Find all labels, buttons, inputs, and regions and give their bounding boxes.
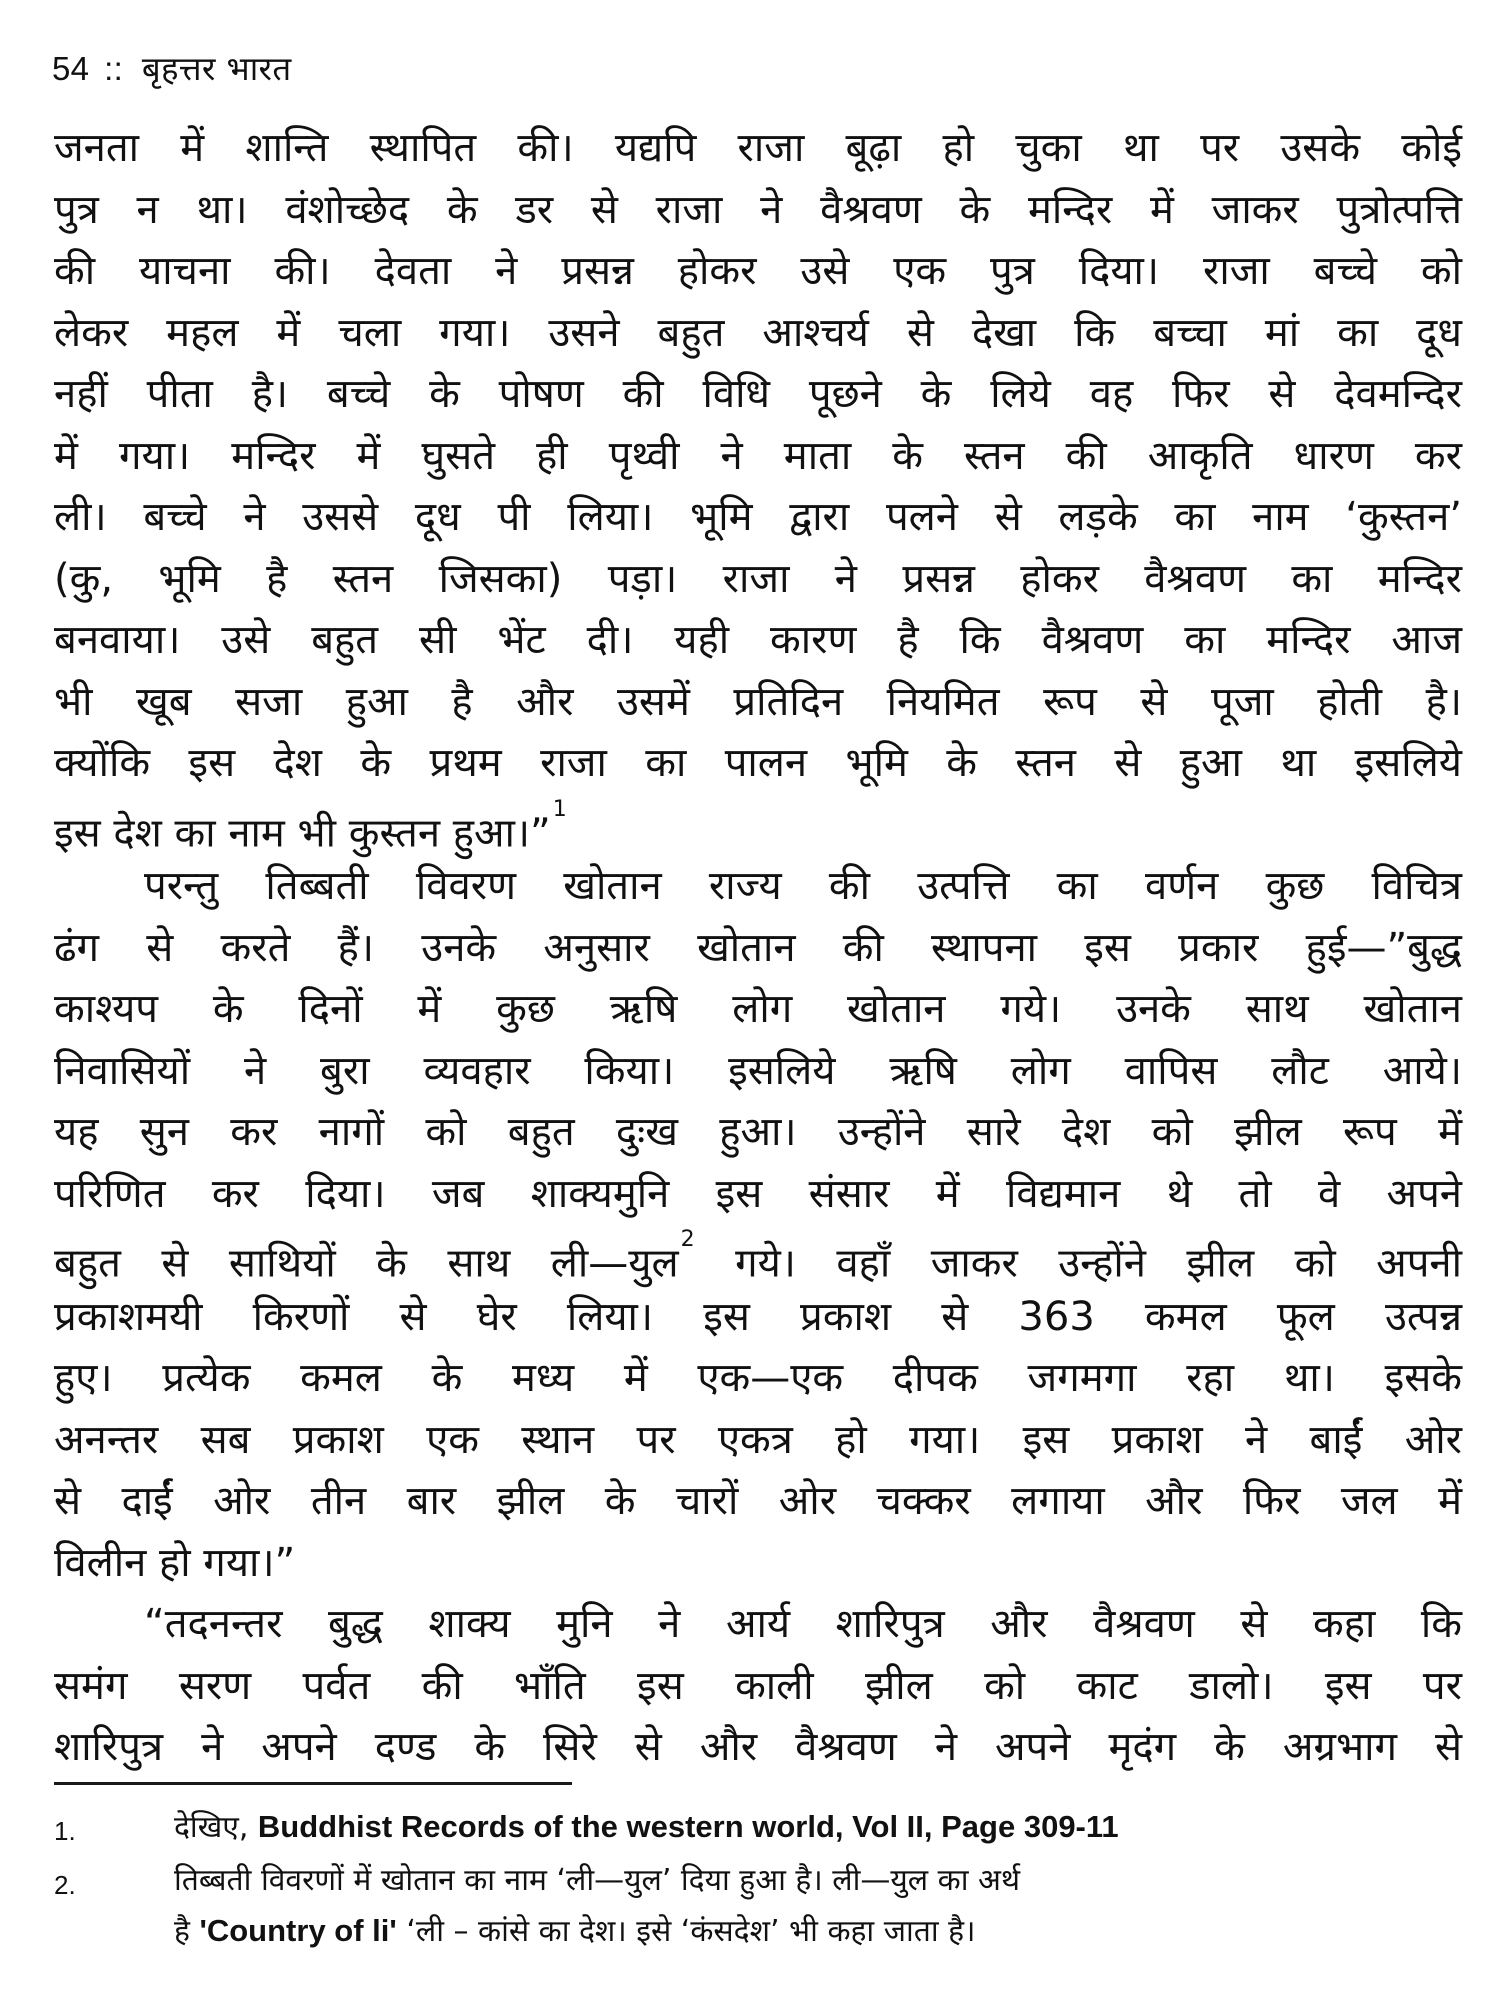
text-line <box>54 1225 1462 1287</box>
footnote-line <box>174 1810 1119 1845</box>
paragraph-start-line: परन्तु तिब्बती विवरण खोतान राज्य की उत्पत्ति का वर्णन कुछ विचित्र <box>144 863 1462 909</box>
footnote-text <box>174 1856 1474 1957</box>
footnote-line: तिब्बती विवरणों में खोतान का नाम ‘ली—युल’ दिया हुआ है। ली—युल का अर्थ <box>174 1863 1021 1898</box>
footnote-1 <box>54 1802 1474 1856</box>
main-text <box>54 118 1462 1779</box>
footnote-marker-2: 2 <box>680 1227 695 1252</box>
text-line: शारिपुत्र ने अपने दण्ड के सिरे से और वैश्रवण ने अपने मृदंग के अग्रभाग से <box>54 1724 1462 1770</box>
text-line: की याचना की। देवता ने प्रसन्न होकर उसे एक पुत्र दिया। राजा बच्चे को <box>54 248 1462 294</box>
footnote-suffix: ‘ली – कांसे का देश। इसे ‘कंसदेश’ भी कहा जाता है। <box>406 1914 976 1949</box>
text-line: में गया। मन्दिर में घुसते ही पृथ्वी ने माता के स्तन की आकृति धारण कर <box>54 432 1462 479</box>
text-line: समंग सरण पर्वत की भाँति इस काली झील को काट डालो। इस पर <box>54 1662 1462 1709</box>
text-line: बनवाया। उसे बहुत सी भेंट दी। यही कारण है कि वैश्रवण का मन्दिर आज <box>54 617 1462 663</box>
text-line: यह सुन कर नागों को बहुत दुःख हुआ। उन्होंने सारे देश को झील रूप में <box>54 1109 1462 1155</box>
running-header <box>52 49 292 88</box>
footnote-divider <box>54 1782 572 1785</box>
footnote-marker-1: 1 <box>552 796 567 822</box>
book-title: बृहत्तर भारत <box>141 49 292 88</box>
footnote-number: 2. <box>54 1870 76 1900</box>
footnote-text <box>174 1802 1474 1853</box>
footnote-prefix: देखिए, <box>174 1810 249 1845</box>
line-text: इस देश का नाम भी कुस्तन हुआ।” <box>54 809 551 856</box>
footnote-number: 1. <box>54 1816 76 1846</box>
footnote-citation: Buddhist Records of the western world, Vol II, Page 309-11 <box>257 1809 1119 1844</box>
footnote-prefix: है <box>174 1914 190 1949</box>
page-number: 54 <box>52 50 90 87</box>
text-line: भी खूब सजा हुआ है और उसमें प्रतिदिन नियमित रूप से पूजा होती है। <box>54 678 1462 725</box>
text-line: प्रकाशमयी किरणों से घेर लिया। इस प्रकाश से 363 कमल फूल उत्पन्न <box>54 1293 1462 1340</box>
text-line: पुत्र न था। वंशोच्छेद के डर से राजा ने वैश्रवण के मन्दिर में जाकर पुत्रोत्पत्ति <box>54 186 1462 233</box>
header-separator: :: <box>104 50 124 87</box>
text-line: ली। बच्चे ने उससे दूध पी लिया। भूमि द्वारा पलने से लड़के का नाम ‘कुस्तन’ <box>54 494 1462 540</box>
footnote-line <box>174 1906 1474 1957</box>
text-line: नहीं पीता है। बच्चे के पोषण की विधि पूछने के लिये वह फिर से देवमन्दिर <box>54 371 1462 417</box>
line-text: बहुत से साथियों के साथ ली—युल <box>54 1240 679 1287</box>
text-line: से दाईं ओर तीन बार झील के चारों ओर चक्कर लगाया और फिर जल में <box>54 1478 1462 1524</box>
text-line: विलीन हो गया।” <box>54 1539 296 1586</box>
paragraph-start-line: “तदनन्तर बुद्ध शाक्य मुनि ने आर्य शारिपुत्र और वैश्रवण से कहा कि <box>144 1601 1462 1647</box>
footnote-2 <box>54 1856 1474 1957</box>
line-text: गये। वहाँ जाकर उन्होंने झील को अपनी <box>735 1240 1462 1287</box>
text-line: हुए। प्रत्येक कमल के मध्य में एक—एक दीपक जगमगा रहा था। इसके <box>54 1355 1462 1401</box>
text-line: निवासियों ने बुरा व्यवहार किया। इसलिये ऋषि लोग वापिस लौट आये। <box>54 1047 1462 1094</box>
text-line: (कु, भूमि है स्तन जिसका) पड़ा। राजा ने प्रसन्न होकर वैश्रवण का मन्दिर <box>54 555 1462 602</box>
footnote-latin-term: 'Country of li' <box>199 1913 397 1948</box>
text-line: ढंग से करते हैं। उनके अनुसार खोतान की स्थापना इस प्रकार हुई—”बुद्ध <box>54 924 1462 971</box>
text-line: क्योंकि इस देश के प्रथम राजा का पालन भूमि के स्तन से हुआ था इसलिये <box>54 740 1462 786</box>
text-line: जनता में शान्ति स्थापित की। यद्यपि राजा बूढ़ा हो चुका था पर उसके कोई <box>54 125 1462 171</box>
footnotes <box>54 1802 1474 1957</box>
text-line: अनन्तर सब प्रकाश एक स्थान पर एकत्र हो गया। इस प्रकाश ने बाईं ओर <box>54 1416 1462 1463</box>
text-line: परिणित कर दिया। जब शाक्यमुनि इस संसार में विद्यमान थे तो वे अपने <box>54 1170 1462 1217</box>
text-line: काश्यप के दिनों में कुछ ऋषि लोग खोतान गये। उनके साथ खोतान <box>54 986 1462 1032</box>
text-line <box>54 795 1462 857</box>
text-line: लेकर महल में चला गया। उसने बहुत आश्चर्य से देखा कि बच्चा मां का दूध <box>54 309 1462 356</box>
